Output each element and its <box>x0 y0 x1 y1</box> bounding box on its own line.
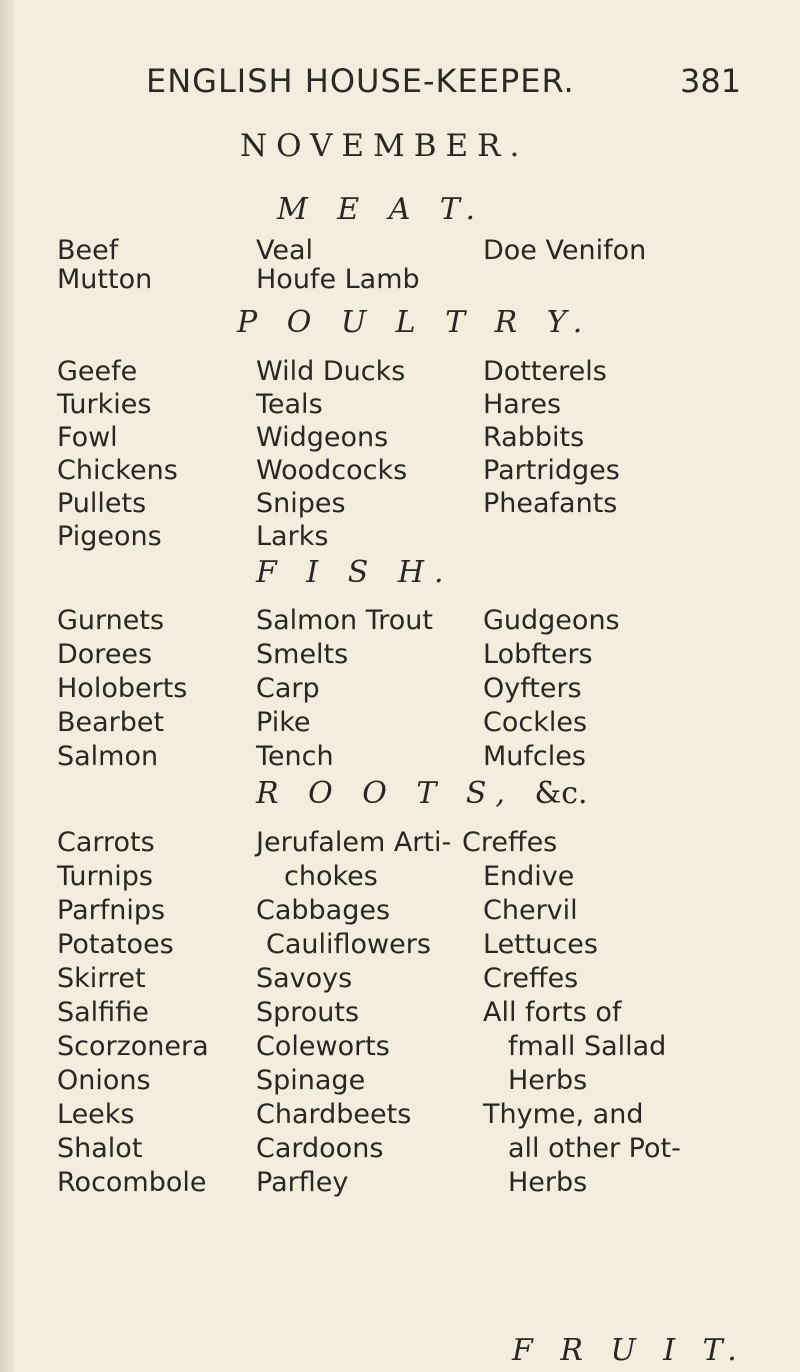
roots-item: Onions <box>57 1065 151 1096</box>
roots-item: Scorzonera <box>57 1031 209 1062</box>
roots-item: Parfnips <box>57 895 166 926</box>
roots-item: Coleworts <box>256 1031 390 1062</box>
running-header-title: ENGLISH HOUSE-KEEPER. <box>146 62 575 100</box>
roots-item: Thyme, and <box>483 1099 644 1130</box>
roots-item: Jerufalem Arti- <box>256 827 452 858</box>
roots-item: Lettuces <box>483 929 598 960</box>
section-heading-fish: F I S H. <box>256 555 454 590</box>
meat-item: Veal <box>256 235 314 266</box>
roots-item: Herbs <box>508 1167 588 1198</box>
roots-heading-suffix: &c. <box>534 776 588 811</box>
poultry-item: Geefe <box>57 356 138 387</box>
poultry-item: Wild Ducks <box>256 356 406 387</box>
page-binding-edge <box>0 0 14 1372</box>
fish-item: Lobfters <box>483 639 593 670</box>
fish-item: Salmon <box>57 741 159 772</box>
fish-item: Oyfters <box>483 673 582 704</box>
roots-item: Parfley <box>256 1167 349 1198</box>
poultry-item: Pullets <box>57 488 147 519</box>
meat-item: Mutton <box>57 264 153 295</box>
poultry-item: Woodcocks <box>256 455 408 486</box>
roots-item: Cabbages <box>256 895 391 926</box>
roots-item: Salfifie <box>57 997 149 1028</box>
roots-item: all other Pot- <box>508 1133 681 1164</box>
fish-item: Bearbet <box>57 707 165 738</box>
roots-item: Rocombole <box>57 1167 207 1198</box>
fish-item: Carp <box>256 673 320 704</box>
roots-item: Leeks <box>57 1099 135 1130</box>
fish-item: Cockles <box>483 707 588 738</box>
poultry-item: Larks <box>256 521 329 552</box>
roots-item: Creffes <box>462 827 558 858</box>
meat-item: Houfe Lamb <box>256 264 420 295</box>
poultry-item: Partridges <box>483 455 620 486</box>
poultry-item: Dotterels <box>483 356 607 387</box>
roots-item: chokes <box>284 861 378 892</box>
roots-item: All forts of <box>483 997 622 1028</box>
fish-item: Gurnets <box>57 605 165 636</box>
fish-item: Mufcles <box>483 741 586 772</box>
meat-item: Beef <box>57 235 119 266</box>
fish-item: Pike <box>256 707 311 738</box>
roots-item: Shalot <box>57 1133 143 1164</box>
roots-item: Cauliflowers <box>266 929 431 960</box>
roots-item: Spinage <box>256 1065 366 1096</box>
roots-item: Carrots <box>57 827 155 858</box>
poultry-item: Hares <box>483 389 562 420</box>
roots-item: Skirret <box>57 963 146 994</box>
poultry-item: Pigeons <box>57 521 162 552</box>
fish-item: Smelts <box>256 639 349 670</box>
roots-item: Endive <box>483 861 575 892</box>
poultry-item: Fowl <box>57 422 118 453</box>
poultry-item: Widgeons <box>256 422 389 453</box>
poultry-item: Pheafants <box>483 488 618 519</box>
catchword-fruit: F R U I T. <box>512 1333 746 1368</box>
roots-item: Creffes <box>483 963 579 994</box>
poultry-item: Teals <box>256 389 323 420</box>
roots-item: Savoys <box>256 963 353 994</box>
section-heading-meat: M E A T. <box>277 192 486 227</box>
poultry-item: Chickens <box>57 455 178 486</box>
section-heading-poultry: P O U L T R Y. <box>237 305 593 340</box>
roots-item: Herbs <box>508 1065 588 1096</box>
fish-item: Salmon Trout <box>256 605 433 636</box>
roots-item: Chardbeets <box>256 1099 412 1130</box>
roots-item: Sprouts <box>256 997 360 1028</box>
roots-item: fmall Sallad <box>508 1031 667 1062</box>
roots-item: Cardoons <box>256 1133 384 1164</box>
section-heading-roots <box>256 776 588 811</box>
roots-item: Potatoes <box>57 929 174 960</box>
month-title: NOVEMBER. <box>240 128 529 164</box>
fish-item: Tench <box>256 741 334 772</box>
fish-item: Dorees <box>57 639 153 670</box>
meat-item: Doe Venifon <box>483 235 647 266</box>
roots-item: Turnips <box>57 861 153 892</box>
poultry-item: Turkies <box>57 389 152 420</box>
roots-item: Chervil <box>483 895 578 926</box>
fish-item: Holoberts <box>57 673 188 704</box>
roots-heading-text: R O O T S, <box>256 776 515 811</box>
poultry-item: Rabbits <box>483 422 585 453</box>
page-number: 381 <box>680 62 742 100</box>
poultry-item: Snipes <box>256 488 346 519</box>
fish-item: Gudgeons <box>483 605 620 636</box>
